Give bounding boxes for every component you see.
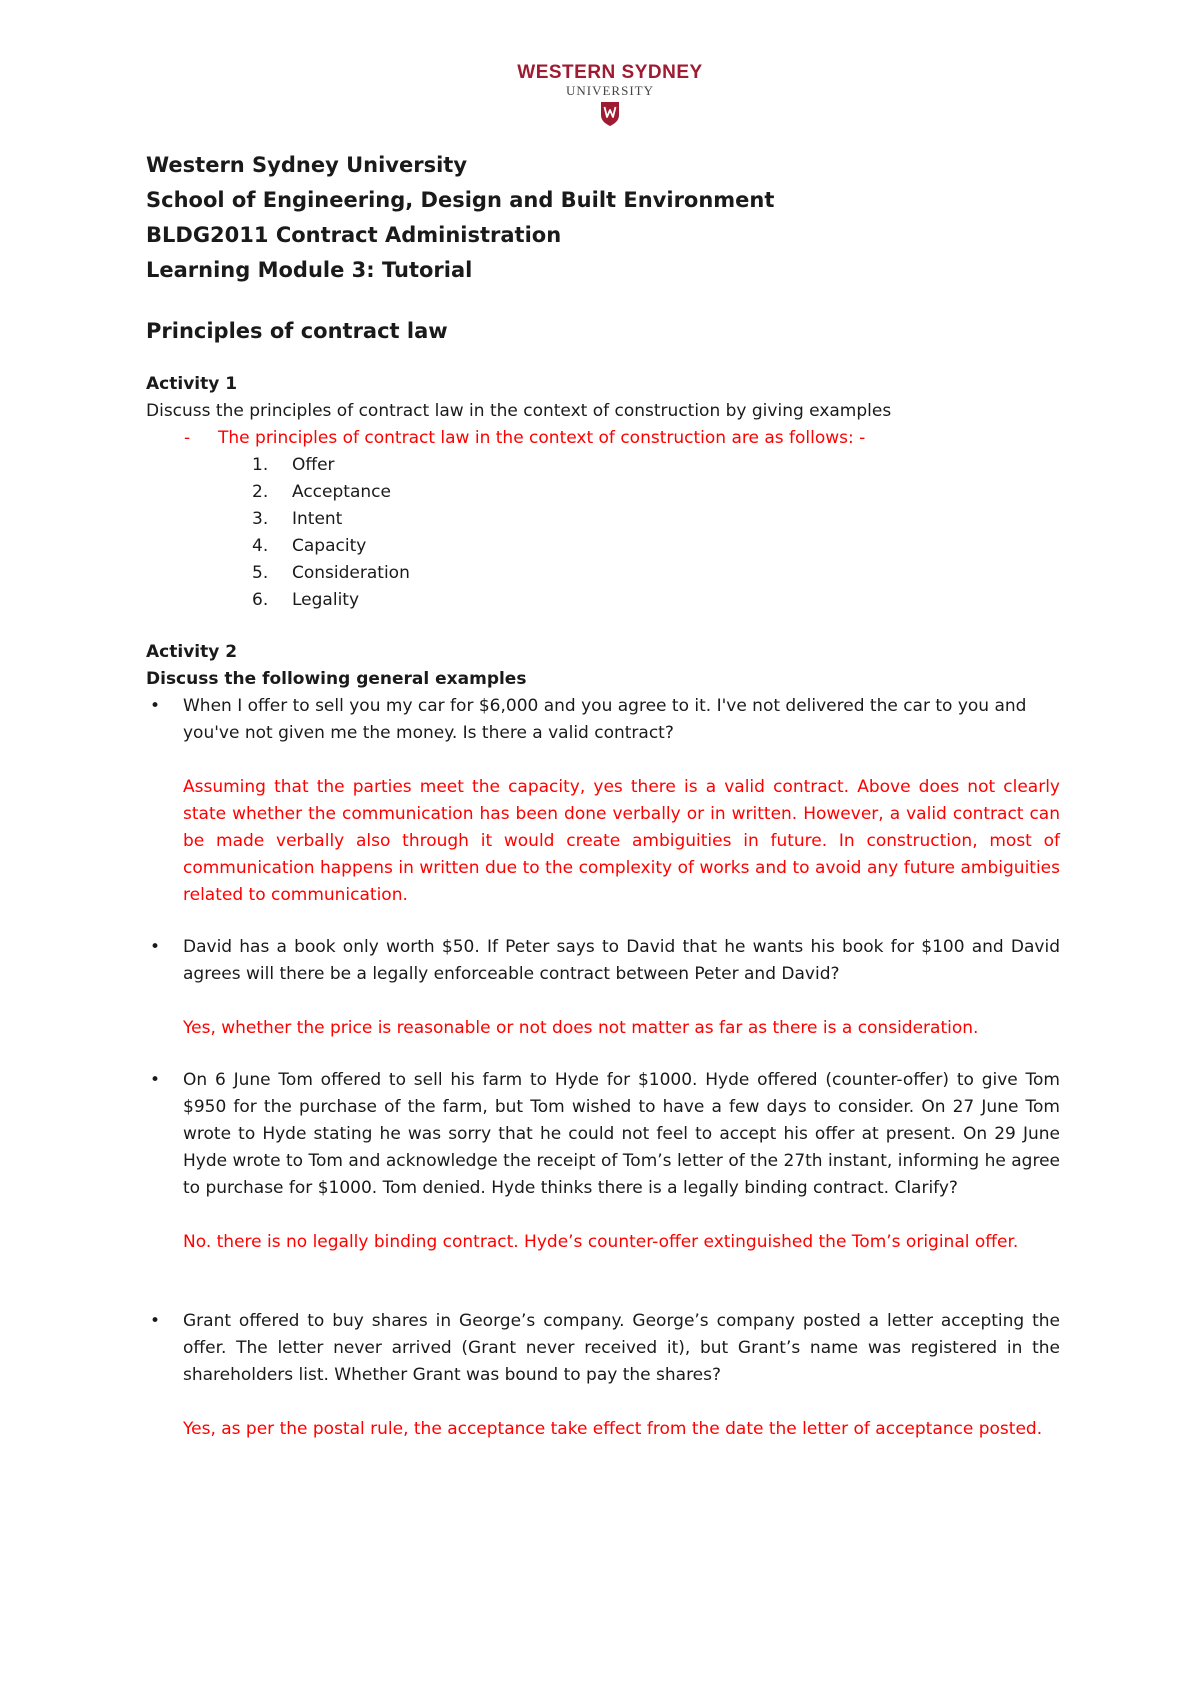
case-answer: Yes, whether the price is reasonable or not does not matter as far as there is a consideration. — [183, 1018, 979, 1038]
list-item — [146, 479, 1060, 506]
list-item-label: Offer — [292, 455, 335, 475]
case-answer: Assuming that the parties meet the capacity, yes there is a valid contract. Above does not clearly state whether the communication has been done verbally or in written. However, a valid contract can be made verbally also through it would create ambiguities in future. In construction, most of communication happens in written due to the complexity of works and to avoid any future ambiguities related to communication. — [183, 777, 1060, 905]
bullet-marker: • — [150, 696, 161, 716]
header-line: Western Sydney University — [146, 153, 468, 177]
header-line: Learning Module 3: Tutorial — [146, 258, 473, 282]
document-body — [146, 148, 1060, 1443]
activity-1-title: Activity 1 — [146, 374, 238, 394]
case-item — [146, 934, 1060, 1042]
case-question: When I offer to sell you my car for $6,000 and you agree to it. I've not delivered the car to you and you've not given me the money. Is there a valid contract? — [183, 696, 1027, 743]
case-answer: No. there is no legally binding contract. Hyde’s counter-offer extinguished the Tom’s original offer. — [183, 1232, 1019, 1252]
list-item — [146, 560, 1060, 587]
shield-icon — [600, 101, 620, 127]
list-item — [146, 506, 1060, 533]
case-item — [146, 693, 1060, 909]
list-item-label: Capacity — [292, 536, 367, 556]
activity-2-section — [146, 639, 1060, 1443]
case-question: On 6 June Tom offered to sell his farm to Hyde for $1000. Hyde offered (counter-offer) to give Tom $950 for the purchase of the farm, but Tom wished to have a few days to consider. On 27 June Tom wrote to Hyde stating he was sorry that he could not feel to accept his offer at present. On 29 June Hyde wrote to Tom and acknowledge the receipt of Tom’s letter of the 27th instant, informing he agree to purchase for $1000. Tom denied. Hyde thinks there is a legally binding contract. Clarify? — [183, 1070, 1060, 1198]
list-number: 2. — [252, 482, 269, 502]
topic-heading: Principles of contract law — [146, 319, 448, 343]
dash-marker: - — [184, 428, 191, 448]
list-item — [146, 533, 1060, 560]
list-item-label: Intent — [292, 509, 343, 529]
list-item-label: Consideration — [292, 563, 410, 583]
case-question: David has a book only worth $50. If Peter says to David that he wants his book for $100 and David agrees will there be a legally enforceable contract between Peter and David? — [183, 937, 1060, 984]
case-answer: Yes, as per the postal rule, the acceptance take effect from the date the letter of acceptance posted. — [183, 1419, 1043, 1439]
list-number: 6. — [252, 590, 269, 610]
bullet-marker: • — [150, 1311, 161, 1331]
logo-wordmark: WESTERN SYDNEY — [517, 62, 703, 83]
list-number: 4. — [252, 536, 269, 556]
bullet-marker: • — [150, 1070, 161, 1090]
university-logo — [490, 62, 730, 127]
logo-subtitle: UNIVERSITY — [566, 83, 654, 98]
case-item — [146, 1308, 1060, 1443]
case-question: Grant offered to buy shares in George’s company. George’s company posted a letter accepting the offer. The letter never arrived (Grant never received it), but Grant’s name was registered in the shareholders list. Whether Grant was bound to pay the shares? — [183, 1311, 1060, 1385]
case-item — [146, 1067, 1060, 1256]
list-item — [146, 452, 1060, 479]
activity-1-answer-intro — [146, 425, 1060, 452]
activity-2-prompt: Discuss the following general examples — [146, 669, 527, 689]
answer-intro-text: The principles of contract law in the context of construction are as follows: - — [218, 428, 866, 448]
header-line: School of Engineering, Design and Built Environment — [146, 188, 775, 212]
activity-1-section — [146, 371, 1060, 614]
header-line: BLDG2011 Contract Administration — [146, 223, 562, 247]
bullet-marker: • — [150, 937, 161, 957]
list-number: 1. — [252, 455, 269, 475]
list-number: 3. — [252, 509, 269, 529]
list-item — [146, 587, 1060, 614]
activity-2-title: Activity 2 — [146, 642, 238, 662]
list-item-label: Legality — [292, 590, 360, 610]
list-item-label: Acceptance — [292, 482, 391, 502]
list-number: 5. — [252, 563, 269, 583]
activity-1-prompt: Discuss the principles of contract law in the context of construction by giving examples — [146, 401, 892, 421]
